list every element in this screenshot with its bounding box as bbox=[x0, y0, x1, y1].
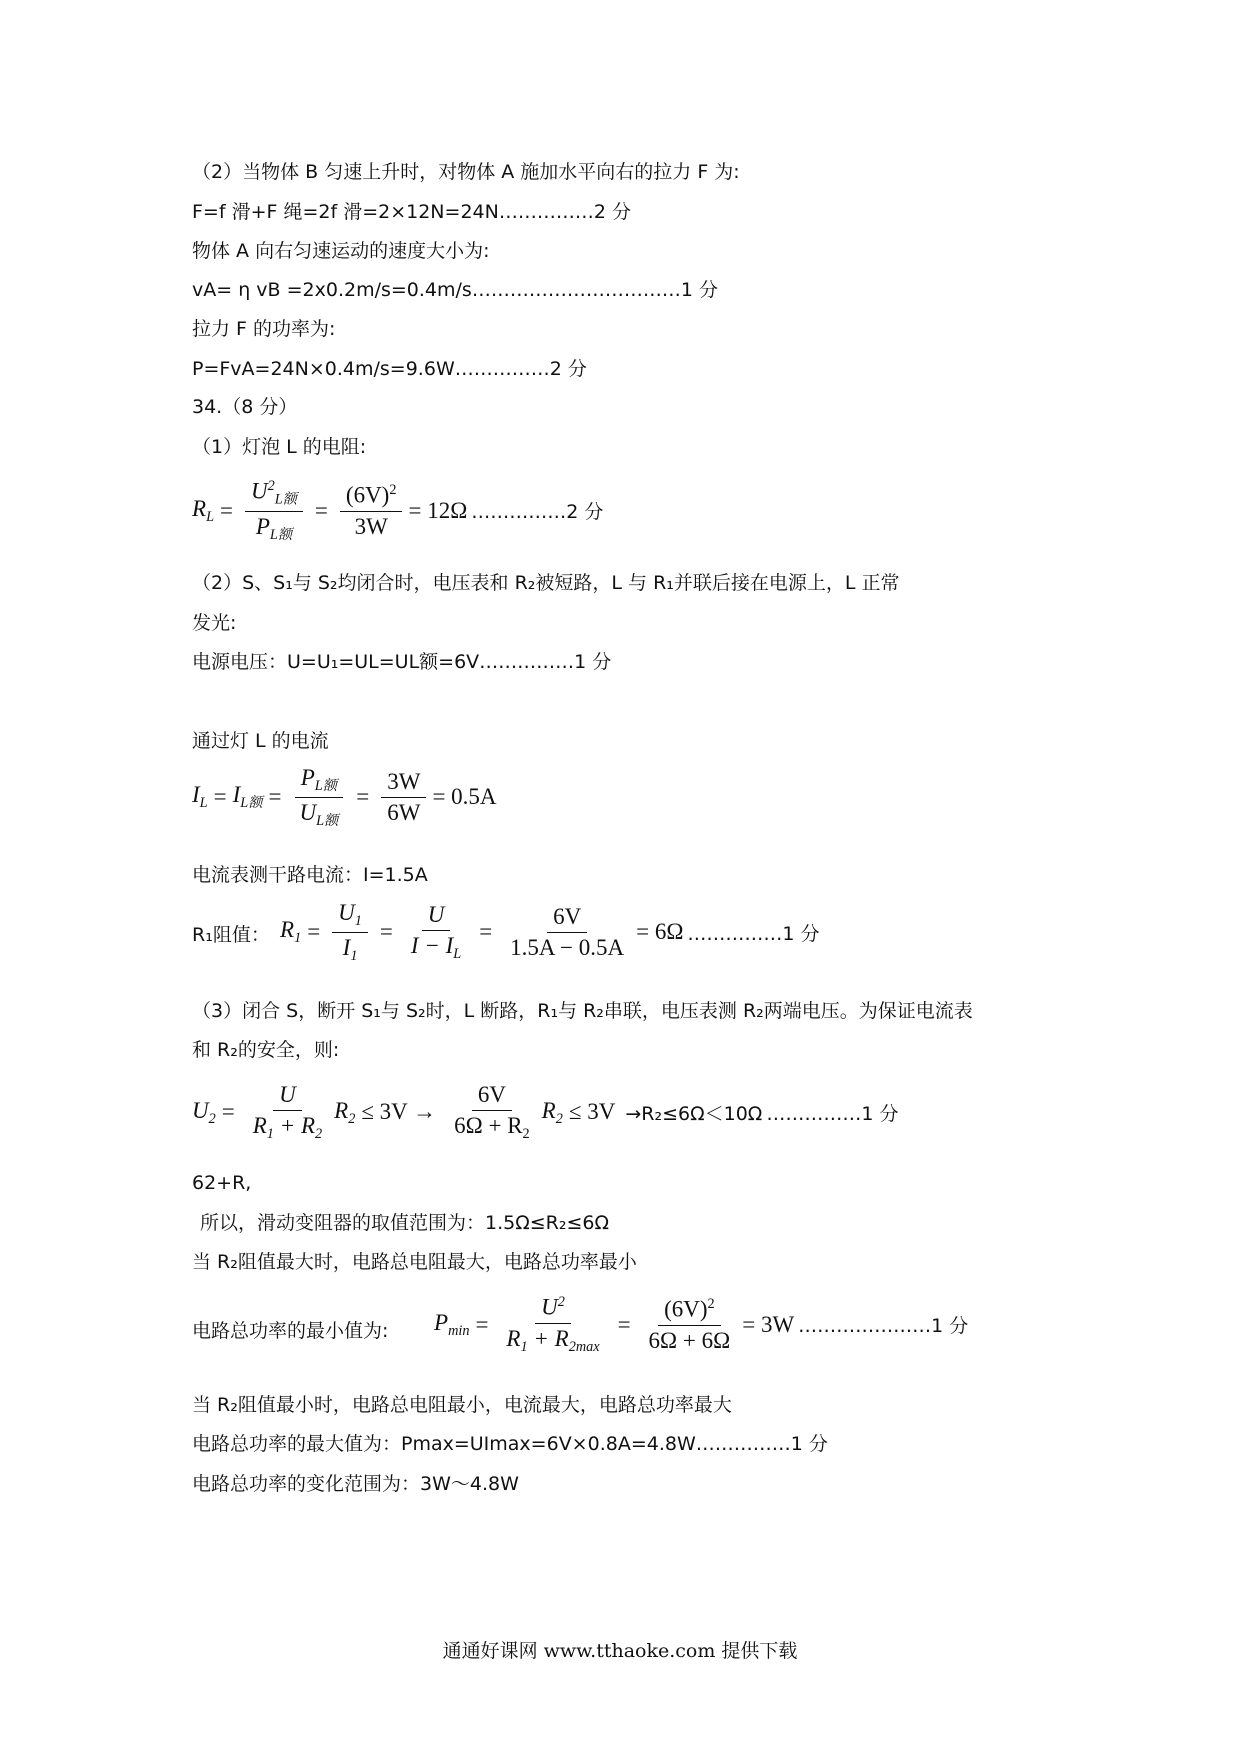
text-line: 通过灯 L 的电流 bbox=[192, 730, 329, 752]
fraction bbox=[405, 902, 467, 963]
text-line: 电路总功率的变化范围为：3W～4.8W bbox=[192, 1473, 519, 1495]
eq-subscript: 2 bbox=[315, 1125, 323, 1142]
eq-symbol: (6V) bbox=[664, 1296, 708, 1322]
eq-symbol: + R bbox=[527, 1325, 569, 1351]
text-line: 62+R, bbox=[192, 1172, 252, 1194]
eq-result: = 3W bbox=[742, 1311, 795, 1337]
equation-u2-limit: $U_2$ = $\frac{U}{R_1 + R_2}$ $R_2$ ≤ 3V → $\frac{6V}{6\Omega + R_2}$ $R_2$ ≤ 3V →R₂≤6Ω＜10Ω ……………1 分 bbox=[192, 1082, 899, 1142]
text-line: （1）灯泡 L 的电阻: bbox=[192, 436, 367, 458]
text-line: R₁阻值： bbox=[192, 924, 270, 946]
fraction bbox=[332, 900, 368, 965]
eq-subscript: 2 bbox=[348, 1110, 356, 1127]
text-line: 拉力 F 的功率为: bbox=[192, 318, 336, 340]
eq-symbol: 3W bbox=[354, 513, 388, 539]
eq-symbol: I bbox=[342, 934, 351, 960]
eq-symbol: 6V bbox=[472, 1082, 512, 1111]
eq-subscript: L额 bbox=[316, 812, 339, 829]
text-line: F=f 滑+F 绳=2f 滑=2×12N=24N……………2 分 bbox=[192, 201, 631, 223]
eq-symbol: 6Ω + 6Ω bbox=[648, 1327, 731, 1353]
eq-symbol: U bbox=[192, 1097, 209, 1123]
eq-subscript: 1 bbox=[294, 930, 302, 947]
eq-symbol: U bbox=[273, 1082, 302, 1111]
score-note: ……………2 分 bbox=[471, 501, 604, 524]
eq-symbol: P bbox=[255, 513, 270, 539]
fraction bbox=[500, 1294, 605, 1356]
page-footer: 通通好课网 www.tthaoke.com 提供下载 bbox=[442, 1640, 798, 1662]
equation-lamp-current: $I_L$ = $I_{L额}$ = $\frac{P_{L额}}{U_{L额}}$ = $\frac{3W}{6W}$ = 0.5A bbox=[192, 765, 497, 829]
eq-symbol: U bbox=[299, 799, 317, 825]
eq-symbol: I bbox=[232, 782, 241, 808]
score-note: ……………1 分 bbox=[687, 922, 820, 945]
eq-symbol: I bbox=[192, 782, 200, 808]
text-line: 电源电压：U=U₁=UL=UL额=6V……………1 分 bbox=[192, 651, 612, 673]
eq-symbol: R bbox=[252, 1113, 267, 1138]
eq-superscript: 2 bbox=[557, 1294, 565, 1310]
text-line: vA= η vB =2x0.2m/s=0.4m/s……………………………1 分 bbox=[192, 279, 718, 301]
text-line: 电流表测干路电流：I=1.5A bbox=[192, 864, 428, 886]
eq-symbol: R bbox=[506, 1325, 521, 1351]
eq-superscript: 2 bbox=[707, 1295, 715, 1312]
text-line: 物体 A 向右匀速运动的速度大小为: bbox=[192, 240, 490, 262]
eq-symbol: 3W bbox=[381, 769, 426, 798]
eq-subscript: 1 bbox=[266, 1125, 274, 1142]
eq-subscript: L额 bbox=[269, 526, 293, 543]
text-line: 和 R₂的安全，则: bbox=[192, 1039, 340, 1061]
eq-symbol: U bbox=[541, 1294, 558, 1320]
eq-superscript: 2 bbox=[267, 478, 275, 494]
fraction bbox=[245, 478, 303, 544]
score-note: ……………1 分 bbox=[766, 1102, 899, 1125]
text-line: （2）S、S₁与 S₂均闭合时，电压表和 R₂被短路，L 与 R₁并联后接在电源上，L 正常 bbox=[192, 572, 900, 594]
eq-symbol: U bbox=[338, 900, 355, 925]
eq-symbol: R bbox=[280, 917, 295, 943]
eq-symbol: 6W bbox=[387, 799, 421, 825]
eq-subscript: 2 bbox=[522, 1125, 530, 1142]
eq-subscript: 2 bbox=[208, 1110, 216, 1127]
eq-symbol: 6Ω + R bbox=[454, 1113, 523, 1138]
text-line: （3）闭合 S，断开 S₁与 S₂时，L 断路，R₁与 R₂串联，电压表测 R₂两端电压。为保证电流表 bbox=[192, 1000, 973, 1022]
eq-symbol: R bbox=[192, 495, 207, 521]
eq-symbol: U bbox=[250, 478, 268, 504]
text-line: （2）当物体 B 匀速上升时，对物体 A 施加水平向右的拉力 F 为: bbox=[192, 161, 740, 183]
eq-subscript: L额 bbox=[240, 795, 263, 812]
eq-symbol: I − I bbox=[410, 932, 454, 958]
text-line: 当 R₂阻值最小时，电路总电阻最小，电流最大，电路总功率最大 bbox=[192, 1394, 732, 1416]
eq-subscript: 2max bbox=[568, 1338, 600, 1355]
eq-subscript: L bbox=[453, 945, 462, 962]
eq-symbol: R bbox=[541, 1097, 556, 1123]
eq-subscript: L额 bbox=[314, 777, 337, 794]
eq-subscript: 2 bbox=[555, 1110, 563, 1127]
fraction bbox=[247, 1082, 328, 1143]
eq-subscript: L bbox=[199, 795, 208, 812]
text-line: 发光: bbox=[192, 612, 237, 634]
eq-conclusion: →R₂≤6Ω＜10Ω bbox=[625, 1102, 763, 1125]
equation-min-power: $P_{min}$ = $\frac{U^2}{R_1 + R_{2max}}$ = $\frac{(6V)^2}{6\Omega + 6\Omega}$ = 3W …………………1 分 bbox=[434, 1294, 969, 1355]
eq-symbol: R bbox=[334, 1097, 349, 1123]
eq-symbol: (6V) bbox=[345, 482, 390, 508]
eq-symbol: P bbox=[434, 1309, 449, 1335]
eq-symbol: ≤ 3V → bbox=[361, 1099, 437, 1125]
fraction bbox=[340, 482, 403, 540]
eq-subscript: min bbox=[448, 1322, 470, 1339]
text-line: 电路总功率的最大值为：Pmax=UImax=6V×0.8A=4.8W……………1 分 bbox=[192, 1433, 828, 1455]
eq-symbol: 1.5A − 0.5A bbox=[510, 934, 625, 960]
eq-result: = 0.5A bbox=[432, 784, 497, 810]
equation-lamp-resistance: $R_L$ = $\frac{U^2_{L额}}{P_{L额}}$ = $\frac{(6V)^2}{3W}$ = 12Ω ……………2 分 bbox=[192, 478, 604, 543]
eq-subscript: 1 bbox=[354, 912, 362, 929]
eq-symbol: ≤ 3V bbox=[568, 1099, 616, 1125]
text-line: 当 R₂阻值最大时，电路总电阻最大，电路总功率最小 bbox=[192, 1251, 637, 1273]
eq-symbol: P bbox=[300, 765, 315, 790]
eq-result: = 12Ω bbox=[408, 497, 468, 523]
score-note: …………………1 分 bbox=[798, 1315, 969, 1338]
fraction bbox=[293, 765, 344, 830]
fraction bbox=[643, 1296, 737, 1354]
eq-subscript: L bbox=[206, 508, 214, 525]
equation-r1-resistance: $R_1$ = $\frac{U_1}{I_1}$ = $\frac{U}{I - I_L}$ = $\frac{6V}{1.5A - 0.5A}$ = 6Ω ……………1 分 bbox=[280, 900, 820, 964]
eq-subscript: 1 bbox=[520, 1338, 528, 1355]
text-line: 所以，滑动变阻器的取值范围为：1.5Ω≤R₂≤6Ω bbox=[200, 1212, 610, 1234]
eq-subscript: 1 bbox=[350, 947, 358, 964]
fraction bbox=[448, 1082, 536, 1143]
section-heading: 34.（8 分） bbox=[192, 396, 298, 418]
eq-symbol: + R bbox=[273, 1113, 315, 1138]
fraction bbox=[504, 904, 630, 961]
text-line: P=FvA=24N×0.4m/s=9.6W……………2 分 bbox=[192, 358, 587, 380]
eq-result: = 6Ω bbox=[636, 919, 684, 945]
fraction bbox=[381, 769, 426, 826]
text-line: 电路总功率的最小值为: bbox=[192, 1320, 389, 1342]
eq-subscript: L额 bbox=[274, 491, 297, 508]
eq-symbol: 6V bbox=[547, 904, 587, 933]
eq-superscript: 2 bbox=[389, 481, 397, 498]
eq-symbol: U bbox=[422, 902, 451, 931]
